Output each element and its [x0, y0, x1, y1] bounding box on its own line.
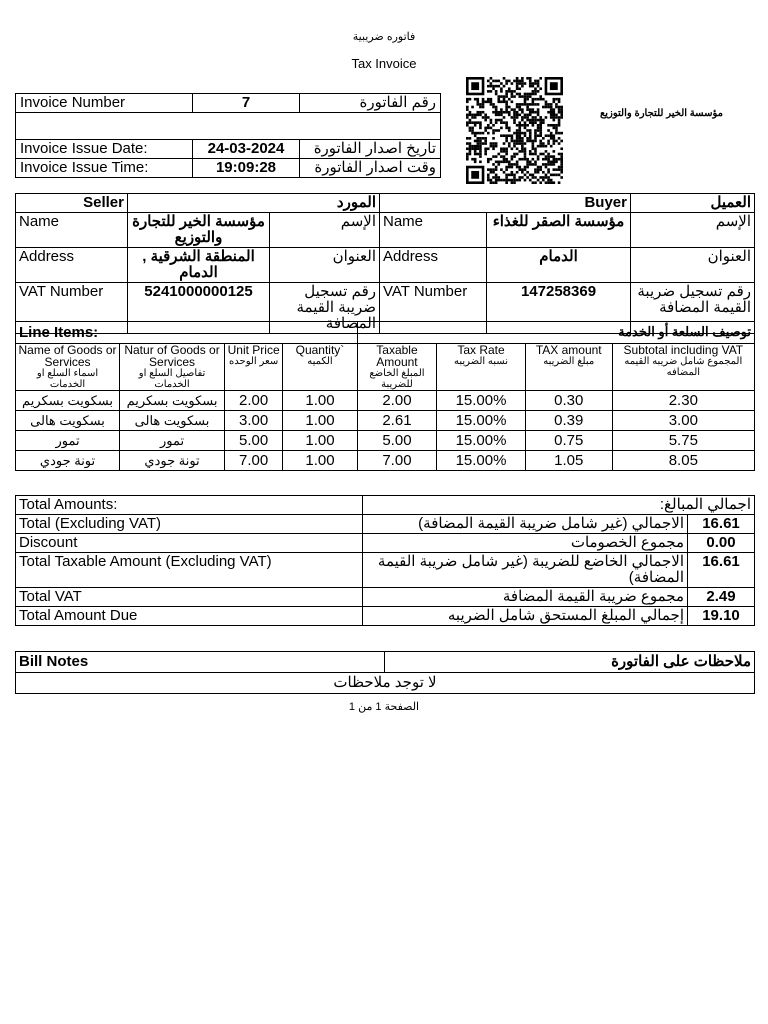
cell-rate: 15.00% [437, 391, 526, 411]
column-header-en: TAX amount [535, 343, 602, 357]
cell-unit-price: 5.00 [225, 431, 283, 451]
bill-notes-title-ar: ملاحظات على الفاتورة [385, 652, 755, 673]
cell-nature: بسكويت بسكريم [120, 391, 225, 411]
cell-tax: 0.39 [525, 411, 612, 431]
cell-nature: تمور [120, 431, 225, 451]
issue-time-label-ar: وقت اصدار الفاتورة [300, 159, 441, 178]
buyer-address: الدمام [487, 248, 631, 283]
total-label-ar: مجموع الخصومات [363, 534, 688, 553]
bill-notes-table [15, 651, 755, 694]
seller-vat: 5241000000125 [128, 283, 270, 334]
invoice-number-value: 7 [193, 94, 300, 113]
buyer-address-label: Address [380, 248, 487, 283]
invoice-number-label-ar: رقم الفاتورة [300, 94, 441, 113]
totals-title-ar: اجمالي المبالغ: [363, 496, 755, 515]
column-header [357, 344, 437, 391]
line-items-title-ar: توصيف السلعة أو الخدمة [357, 322, 754, 344]
table-row [16, 431, 755, 451]
column-header-en: Subtotal including VAT [623, 343, 744, 357]
cell-subtotal: 2.30 [612, 391, 754, 411]
issue-time-label: Invoice Issue Time: [16, 159, 193, 178]
column-header [437, 344, 526, 391]
seller-address: المنطقة الشرقية , الدمام [128, 248, 270, 283]
column-header [120, 344, 225, 391]
issue-date-value: 24-03-2024 [193, 140, 300, 159]
page-number: الصفحة 1 من 1 [348, 701, 420, 713]
column-header-ar: سعر الوحده [229, 356, 279, 367]
cell-qty: 1.00 [283, 391, 357, 411]
totals-title: Total Amounts: [16, 496, 363, 515]
column-header-en: Name of Goods or Services [18, 343, 117, 369]
cell-taxable: 7.00 [357, 451, 437, 471]
column-header-en: Quantity` [295, 343, 345, 357]
line-items-title: Line Items: [16, 322, 358, 344]
company-name: مؤسسة الخير للتجارة والتوزيع [599, 108, 723, 119]
column-header [525, 344, 612, 391]
buyer-vat-label-ar: رقم تسجيل ضريبة القيمة المضافة [631, 283, 755, 334]
bill-notes-text: لا توجد ملاحظات [16, 673, 755, 694]
buyer-label: Buyer [380, 194, 631, 213]
table-row [16, 411, 755, 431]
column-header-en: Tax Rate [457, 343, 505, 357]
line-items-table [15, 321, 755, 471]
buyer-name-label-ar: الإسم [631, 213, 755, 248]
total-label-ar: الاجمالي (غير شامل ضريبة القيمة المضافة) [363, 515, 688, 534]
column-header-en: Natur of Goods or Services [124, 343, 220, 369]
table-row [16, 391, 755, 411]
column-header-en: Unit Price [227, 343, 280, 357]
column-header-ar: اسماء السلع او الخدمات [36, 368, 99, 390]
invoice-empty-row [16, 113, 441, 140]
totals-table [15, 495, 755, 626]
buyer-vat: 147258369 [487, 283, 631, 334]
cell-taxable: 5.00 [357, 431, 437, 451]
issue-date-label-ar: تاريخ اصدار الفاتورة [300, 140, 441, 159]
column-header-ar: نسبه الضريبه [453, 356, 509, 367]
buyer-vat-label: VAT Number [380, 283, 487, 334]
buyer-label-ar: العميل [631, 194, 755, 213]
cell-name: بسكويت هالى [16, 411, 120, 431]
bill-notes-title: Bill Notes [16, 652, 385, 673]
cell-name: بسكويت بسكريم [16, 391, 120, 411]
total-label-ar: إجمالي المبلغ المستحق شامل الضريبه [363, 607, 688, 626]
totals-row [16, 553, 755, 588]
seller-name-label-ar: الإسم [270, 213, 380, 248]
seller-vat-label: VAT Number [16, 283, 128, 334]
cell-rate: 15.00% [437, 431, 526, 451]
title-arabic: فاتوره ضريبية [352, 31, 416, 43]
total-label-en: Total Amount Due [16, 607, 363, 626]
title-english: Tax Invoice [351, 56, 417, 71]
cell-rate: 15.00% [437, 451, 526, 471]
cell-subtotal: 3.00 [612, 411, 754, 431]
total-label-en: Total (Excluding VAT) [16, 515, 363, 534]
column-header-ar: تفاصيل السلع او الخدمات [138, 368, 206, 390]
total-value: 19.10 [688, 607, 755, 626]
line-items-header-row [16, 344, 755, 391]
totals-row [16, 534, 755, 553]
cell-qty: 1.00 [283, 431, 357, 451]
total-label-en: Discount [16, 534, 363, 553]
totals-row [16, 607, 755, 626]
totals-row [16, 588, 755, 607]
issue-time-value: 19:09:28 [193, 159, 300, 178]
total-label-ar: مجموع ضريبة القيمة المضافة [363, 588, 688, 607]
cell-taxable: 2.00 [357, 391, 437, 411]
cell-subtotal: 8.05 [612, 451, 754, 471]
invoice-number-label: Invoice Number [16, 94, 193, 113]
total-value: 16.61 [688, 553, 755, 588]
column-header [16, 344, 120, 391]
cell-tax: 0.30 [525, 391, 612, 411]
cell-nature: تونة جودي [120, 451, 225, 471]
column-header-ar: مبلغ الضريبه [543, 356, 595, 367]
seller-vat-label-ar: رقم تسجيل ضريبة القيمة المضافة [270, 283, 380, 334]
seller-label-ar: المورد [128, 194, 380, 213]
buyer-name: مؤسسة الصقر للغذاء [487, 213, 631, 248]
table-row [16, 451, 755, 471]
cell-name: تمور [16, 431, 120, 451]
cell-qty: 1.00 [283, 451, 357, 471]
buyer-name-label: Name [380, 213, 487, 248]
total-label-en: Total VAT [16, 588, 363, 607]
cell-nature: بسكويت هالى [120, 411, 225, 431]
parties-table [15, 193, 755, 334]
qr-code-image [466, 77, 563, 184]
column-header [612, 344, 754, 391]
cell-taxable: 2.61 [357, 411, 437, 431]
total-value: 0.00 [688, 534, 755, 553]
column-header-ar: الكميه [307, 356, 333, 367]
column-header-ar: المجموع شامل ضريبه القيمه المضافه [624, 356, 743, 378]
cell-unit-price: 2.00 [225, 391, 283, 411]
total-value: 2.49 [688, 588, 755, 607]
seller-address-label: Address [16, 248, 128, 283]
column-header [283, 344, 357, 391]
column-header [225, 344, 283, 391]
total-label-en: Total Taxable Amount (Excluding VAT) [16, 553, 363, 588]
total-value: 16.61 [688, 515, 755, 534]
seller-name-label: Name [16, 213, 128, 248]
cell-unit-price: 7.00 [225, 451, 283, 471]
totals-row [16, 515, 755, 534]
cell-rate: 15.00% [437, 411, 526, 431]
invoice-info-table [15, 93, 441, 178]
cell-name: تونة جودي [16, 451, 120, 471]
cell-qty: 1.00 [283, 411, 357, 431]
cell-tax: 1.05 [525, 451, 612, 471]
total-label-ar: الاجمالي الخاضع للضريبة (غير شامل ضريبة القيمة المضافة) [363, 553, 688, 588]
column-header-en: Taxable Amount [376, 343, 418, 369]
buyer-address-label-ar: العنوان [631, 248, 755, 283]
issue-date-label: Invoice Issue Date: [16, 140, 193, 159]
cell-subtotal: 5.75 [612, 431, 754, 451]
seller-label: Seller [16, 194, 128, 213]
cell-tax: 0.75 [525, 431, 612, 451]
column-header-ar: المبلغ الخاضع للضريبة [369, 368, 425, 390]
seller-name: مؤسسة الخير للتجارة والتوزيع [128, 213, 270, 248]
cell-unit-price: 3.00 [225, 411, 283, 431]
seller-address-label-ar: العنوان [270, 248, 380, 283]
